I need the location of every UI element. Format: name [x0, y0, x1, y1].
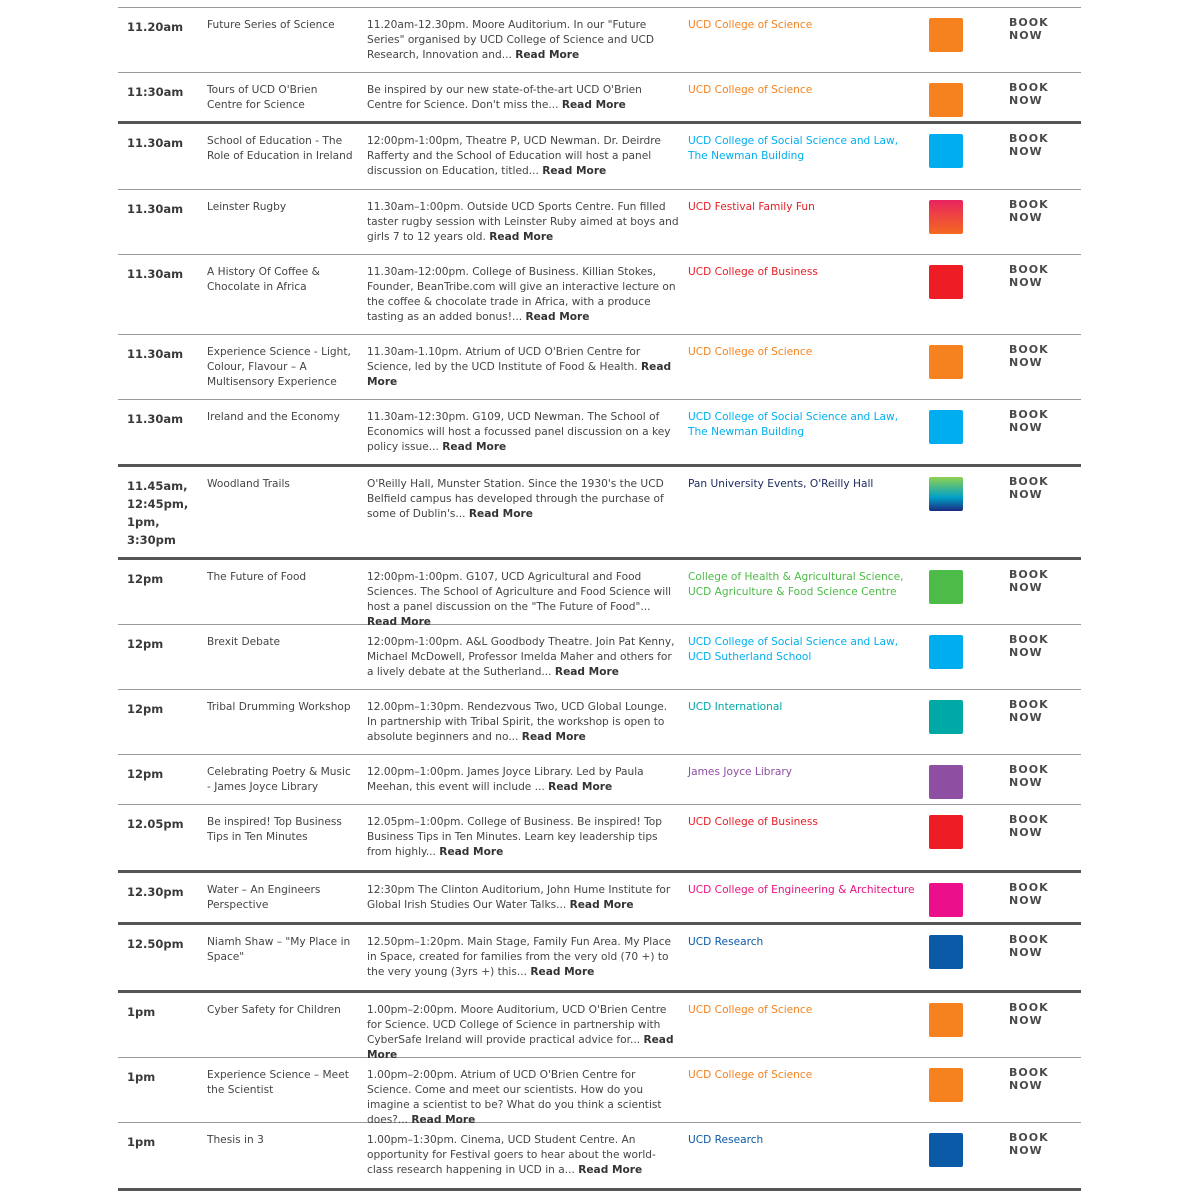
- event-description-text: Be inspired by our new state-of-the-art UCD O'Brien Centre for Science. Don't miss the...: [367, 84, 642, 111]
- read-more-link[interactable]: Read More: [439, 846, 504, 858]
- event-time: 12pm: [127, 572, 164, 586]
- read-more-link[interactable]: Read More: [578, 1164, 643, 1176]
- event-schedule-table: [118, 7, 1081, 1191]
- event-row: [118, 925, 1081, 993]
- book-label: BOOK: [1009, 813, 1049, 826]
- event-row: [118, 690, 1081, 755]
- now-label: NOW: [1009, 276, 1043, 289]
- read-more-link[interactable]: Read More: [489, 231, 554, 243]
- now-label: NOW: [1009, 145, 1043, 158]
- event-organiser[interactable]: James Joyce Library: [688, 766, 792, 778]
- book-label: BOOK: [1009, 81, 1049, 94]
- event-row: [118, 124, 1081, 190]
- event-description: [367, 134, 679, 179]
- book-now-button[interactable]: [1009, 763, 1069, 789]
- event-title[interactable]: Be inspired! Top Business Tips in Ten Minutes: [207, 816, 342, 843]
- event-description: [367, 883, 679, 913]
- now-label: NOW: [1009, 421, 1043, 434]
- event-title[interactable]: Niamh Shaw – "My Place in Space": [207, 936, 351, 963]
- event-organiser[interactable]: Pan University Events, O'Reilly Hall: [688, 478, 874, 490]
- book-now-button[interactable]: [1009, 16, 1069, 42]
- event-row: [118, 467, 1081, 560]
- now-label: NOW: [1009, 894, 1043, 907]
- book-now-button[interactable]: [1009, 198, 1069, 224]
- event-description: [367, 765, 679, 795]
- event-organiser[interactable]: UCD College of Social Science and Law, UCD Sutherland School: [688, 636, 899, 663]
- category-color-swatch: [929, 83, 963, 117]
- now-label: NOW: [1009, 581, 1043, 594]
- read-more-link[interactable]: Read More: [548, 781, 613, 793]
- event-title[interactable]: Thesis in 3: [207, 1134, 264, 1146]
- event-row: [118, 625, 1081, 690]
- event-organiser[interactable]: UCD College of Business: [688, 266, 818, 278]
- book-label: BOOK: [1009, 16, 1049, 29]
- read-more-link[interactable]: Read More: [367, 361, 672, 388]
- event-organiser[interactable]: UCD College of Social Science and Law, The Newman Building: [688, 411, 899, 438]
- event-description: [367, 200, 679, 245]
- event-description: [367, 1133, 679, 1178]
- event-time: 1pm: [127, 1135, 156, 1149]
- event-row: [118, 805, 1081, 873]
- book-label: BOOK: [1009, 198, 1049, 211]
- now-label: NOW: [1009, 1144, 1043, 1157]
- book-label: BOOK: [1009, 1066, 1049, 1079]
- event-description-text: O'Reilly Hall, Munster Station. Since the 1930's the UCD Belfield campus has developed through the purchase of some of Dublin's...: [367, 478, 664, 520]
- event-row: [118, 560, 1081, 628]
- now-label: NOW: [1009, 1014, 1043, 1027]
- book-now-button[interactable]: [1009, 408, 1069, 434]
- event-organiser[interactable]: UCD College of Business: [688, 816, 818, 828]
- event-description: [367, 410, 679, 455]
- event-description: [367, 345, 679, 390]
- now-label: NOW: [1009, 946, 1043, 959]
- event-description-text: 11.20am-12.30pm. Moore Auditorium. In our "Future Series" organised by UCD College of Science and UCD Research, Innovation and...: [367, 19, 655, 61]
- event-time: 11.20am: [127, 20, 184, 34]
- event-description: [367, 935, 679, 980]
- event-title[interactable]: Leinster Rugby: [207, 201, 287, 213]
- event-organiser[interactable]: UCD College of Engineering & Architecture: [688, 884, 915, 896]
- book-label: BOOK: [1009, 633, 1049, 646]
- now-label: NOW: [1009, 356, 1043, 369]
- book-now-button[interactable]: [1009, 881, 1069, 907]
- book-label: BOOK: [1009, 475, 1049, 488]
- category-color-swatch: [929, 635, 963, 669]
- event-description: [367, 815, 679, 860]
- book-now-button[interactable]: [1009, 1131, 1069, 1157]
- event-row: [118, 255, 1081, 335]
- category-color-swatch: [929, 410, 963, 444]
- event-title[interactable]: Water – An Engineers Perspective: [207, 884, 321, 911]
- category-color-swatch: [929, 1003, 963, 1037]
- book-label: BOOK: [1009, 132, 1049, 145]
- book-label: BOOK: [1009, 1001, 1049, 1014]
- event-time: 12.30pm: [127, 885, 184, 899]
- read-more-link[interactable]: Read More: [542, 165, 607, 177]
- category-color-swatch: [929, 765, 963, 799]
- now-label: NOW: [1009, 29, 1043, 42]
- category-color-swatch: [929, 815, 963, 849]
- event-description: [367, 635, 679, 680]
- book-now-button[interactable]: [1009, 568, 1069, 594]
- event-time: 12pm: [127, 702, 164, 716]
- event-time: 11.30am: [127, 347, 184, 361]
- category-color-swatch: [929, 1068, 963, 1102]
- event-organiser[interactable]: UCD College of Science: [688, 84, 813, 96]
- event-time: 12.05pm: [127, 817, 184, 831]
- category-color-swatch: [929, 700, 963, 734]
- category-color-swatch: [929, 200, 963, 234]
- book-label: BOOK: [1009, 1131, 1049, 1144]
- book-label: BOOK: [1009, 408, 1049, 421]
- book-now-button[interactable]: [1009, 132, 1069, 158]
- event-description-text: 11.30am-12:30pm. G109, UCD Newman. The School of Economics will host a focussed panel discussion on a key policy issue...: [367, 411, 671, 453]
- event-description-text: 11.30am-12:00pm. College of Business. Killian Stokes, Founder, BeanTribe.com will give an interactive lecture on the coffee & chocolate trade in Africa, with a produce tasting as an added bonus!...: [367, 266, 676, 323]
- event-description-text: 1.00pm–2:00pm. Atrium of UCD O'Brien Centre for Science. Come and meet our scientists. How do you imagine a scientist to be? What do you think a scientist does?...: [367, 1069, 662, 1126]
- book-now-button[interactable]: [1009, 633, 1069, 659]
- event-time: 1pm: [127, 1070, 156, 1084]
- event-time: 12pm: [127, 767, 164, 781]
- event-organiser[interactable]: UCD Research: [688, 936, 764, 948]
- read-more-link[interactable]: Read More: [569, 899, 634, 911]
- read-more-link[interactable]: Read More: [561, 99, 626, 111]
- now-label: NOW: [1009, 646, 1043, 659]
- read-more-link[interactable]: Read More: [442, 441, 507, 453]
- event-title[interactable]: Ireland and the Economy: [207, 411, 340, 423]
- read-more-link[interactable]: Read More: [367, 1034, 674, 1061]
- read-more-link[interactable]: Read More: [411, 1114, 476, 1126]
- event-row: [118, 993, 1081, 1061]
- event-organiser[interactable]: UCD College of Science: [688, 19, 813, 31]
- event-time: 1pm: [127, 1005, 156, 1019]
- event-time: 11:30am: [127, 85, 184, 99]
- now-label: NOW: [1009, 211, 1043, 224]
- book-label: BOOK: [1009, 698, 1049, 711]
- event-description: [367, 1068, 679, 1128]
- event-title[interactable]: Tribal Drumming Workshop: [207, 701, 351, 713]
- event-organiser[interactable]: UCD Festival Family Fun: [688, 201, 815, 213]
- event-time: 11.45am, 12:45pm, 1pm, 3:30pm: [127, 479, 189, 547]
- event-time: 12.50pm: [127, 937, 184, 951]
- event-description-text: 12:30pm The Clinton Auditorium, John Hume Institute for Global Irish Studies Our Water Talks...: [367, 884, 671, 911]
- event-title[interactable]: Brexit Debate: [207, 636, 281, 648]
- event-title[interactable]: The Future of Food: [207, 571, 307, 583]
- event-description-text: 1.00pm–2:00pm. Moore Auditorium, UCD O'Brien Centre for Science. UCD College of Science in partnership with CyberSafe Ireland will provide practical advice for...: [367, 1004, 667, 1046]
- event-title[interactable]: Future Series of Science: [207, 19, 335, 31]
- event-description-text: 1.00pm–1:30pm. Cinema, UCD Student Centre. An opportunity for Festival goers to hear about the world-class research happening in UCD in a...: [367, 1134, 656, 1176]
- read-more-link[interactable]: Read More: [468, 508, 533, 520]
- now-label: NOW: [1009, 776, 1043, 789]
- event-title[interactable]: Experience Science - Light, Colour, Flavour – A Multisensory Experience: [207, 346, 351, 388]
- event-row: [118, 873, 1081, 925]
- book-now-button[interactable]: [1009, 1001, 1069, 1027]
- event-description: [367, 570, 679, 630]
- event-description-text: 12.50pm–1:20pm. Main Stage, Family Fun Area. My Place in Space, created for families from the very old (70 +) to the very young (3yrs +) this...: [367, 936, 672, 978]
- category-color-swatch: [929, 265, 963, 299]
- event-title[interactable]: Cyber Safety for Children: [207, 1004, 341, 1016]
- category-color-swatch: [929, 883, 963, 917]
- event-row: [118, 8, 1081, 73]
- event-description-text: 12.00pm–1:00pm. James Joyce Library. Led by Paula Meehan, this event will include ...: [367, 766, 644, 793]
- category-color-swatch: [929, 477, 963, 511]
- event-organiser[interactable]: UCD College of Science: [688, 1069, 813, 1081]
- event-row: [118, 1123, 1081, 1191]
- event-organiser[interactable]: UCD College of Science: [688, 346, 813, 358]
- event-description-text: 12:00pm-1:00pm, Theatre P, UCD Newman. Dr. Deirdre Rafferty and the School of Education will host a panel discussion on Education, titled...: [367, 135, 661, 177]
- event-organiser[interactable]: UCD International: [688, 701, 783, 713]
- book-label: BOOK: [1009, 568, 1049, 581]
- event-time: 12pm: [127, 637, 164, 651]
- now-label: NOW: [1009, 488, 1043, 501]
- now-label: NOW: [1009, 94, 1043, 107]
- category-color-swatch: [929, 345, 963, 379]
- event-title[interactable]: School of Education - The Role of Education in Ireland: [207, 135, 353, 162]
- event-time: 11.30am: [127, 267, 184, 281]
- event-organiser[interactable]: College of Health & Agricultural Science, UCD Agriculture & Food Science Centre: [688, 571, 904, 598]
- book-now-button[interactable]: [1009, 475, 1069, 501]
- category-color-swatch: [929, 134, 963, 168]
- event-description: [367, 477, 679, 522]
- event-title[interactable]: Experience Science – Meet the Scientist: [207, 1069, 349, 1096]
- book-label: BOOK: [1009, 343, 1049, 356]
- event-description-text: 12.05pm–1:00pm. College of Business. Be inspired! Top Business Tips in Ten Minutes. Learn key leadership tips from highly...: [367, 816, 663, 858]
- event-description: [367, 18, 679, 63]
- book-now-button[interactable]: [1009, 933, 1069, 959]
- book-now-button[interactable]: [1009, 81, 1069, 107]
- category-color-swatch: [929, 18, 963, 52]
- event-row: [118, 190, 1081, 255]
- event-row: [118, 335, 1081, 400]
- category-color-swatch: [929, 1133, 963, 1167]
- event-time: 11.30am: [127, 412, 184, 426]
- book-label: BOOK: [1009, 763, 1049, 776]
- book-now-button[interactable]: [1009, 263, 1069, 289]
- event-description-text: 12:00pm-1:00pm. G107, UCD Agricultural and Food Sciences. The School of Agriculture and Food Science will host a panel discussion on the "The Future of Food"...: [367, 571, 672, 613]
- event-title[interactable]: Woodland Trails: [207, 478, 290, 490]
- book-label: BOOK: [1009, 881, 1049, 894]
- read-more-link[interactable]: Read More: [530, 966, 595, 978]
- read-more-link[interactable]: Read More: [515, 49, 580, 61]
- event-description-text: 11.30am-1.10pm. Atrium of UCD O'Brien Centre for Science, led by the UCD Institute of Food & Health.: [367, 346, 641, 373]
- event-organiser[interactable]: UCD College of Science: [688, 1004, 813, 1016]
- event-row: [118, 1058, 1081, 1126]
- book-now-button[interactable]: [1009, 813, 1069, 839]
- read-more-link[interactable]: Read More: [525, 311, 590, 323]
- event-time: 11.30am: [127, 202, 184, 216]
- event-row: [118, 73, 1081, 124]
- event-title[interactable]: Tours of UCD O'Brien Centre for Science: [207, 84, 318, 111]
- event-organiser[interactable]: UCD Research: [688, 1134, 764, 1146]
- book-now-button[interactable]: [1009, 1066, 1069, 1092]
- event-row: [118, 755, 1081, 805]
- event-row: [118, 400, 1081, 467]
- event-description: [367, 700, 679, 745]
- event-description: [367, 1003, 679, 1063]
- event-organiser[interactable]: UCD College of Social Science and Law, The Newman Building: [688, 135, 899, 162]
- event-title[interactable]: A History Of Coffee & Chocolate in Africa: [207, 266, 320, 293]
- category-color-swatch: [929, 935, 963, 969]
- event-description-text: 12.00pm–1:30pm. Rendezvous Two, UCD Global Lounge. In partnership with Tribal Spirit, the workshop is open to absolute beginners and no...: [367, 701, 668, 743]
- event-time: 11.30am: [127, 136, 184, 150]
- read-more-link[interactable]: Read More: [367, 616, 431, 628]
- book-now-button[interactable]: [1009, 698, 1069, 724]
- book-now-button[interactable]: [1009, 343, 1069, 369]
- now-label: NOW: [1009, 711, 1043, 724]
- event-title[interactable]: Celebrating Poetry & Music - James Joyce Library: [207, 766, 351, 793]
- now-label: NOW: [1009, 826, 1043, 839]
- event-description: [367, 83, 679, 113]
- event-description-text: 11.30am–1:00pm. Outside UCD Sports Centre. Fun filled taster rugby session with Leinster Ruby aimed at boys and girls 7 to 12 years old.: [367, 201, 679, 243]
- book-label: BOOK: [1009, 263, 1049, 276]
- read-more-link[interactable]: Read More: [521, 731, 586, 743]
- category-color-swatch: [929, 570, 963, 604]
- book-label: BOOK: [1009, 933, 1049, 946]
- event-description-text: 12:00pm-1:00pm. A&L Goodbody Theatre. Join Pat Kenny, Michael McDowell, Professor Imelda Maher and others for a lively debate at the Sutherland...: [367, 636, 675, 678]
- now-label: NOW: [1009, 1079, 1043, 1092]
- read-more-link[interactable]: Read More: [554, 666, 619, 678]
- event-description: [367, 265, 679, 325]
